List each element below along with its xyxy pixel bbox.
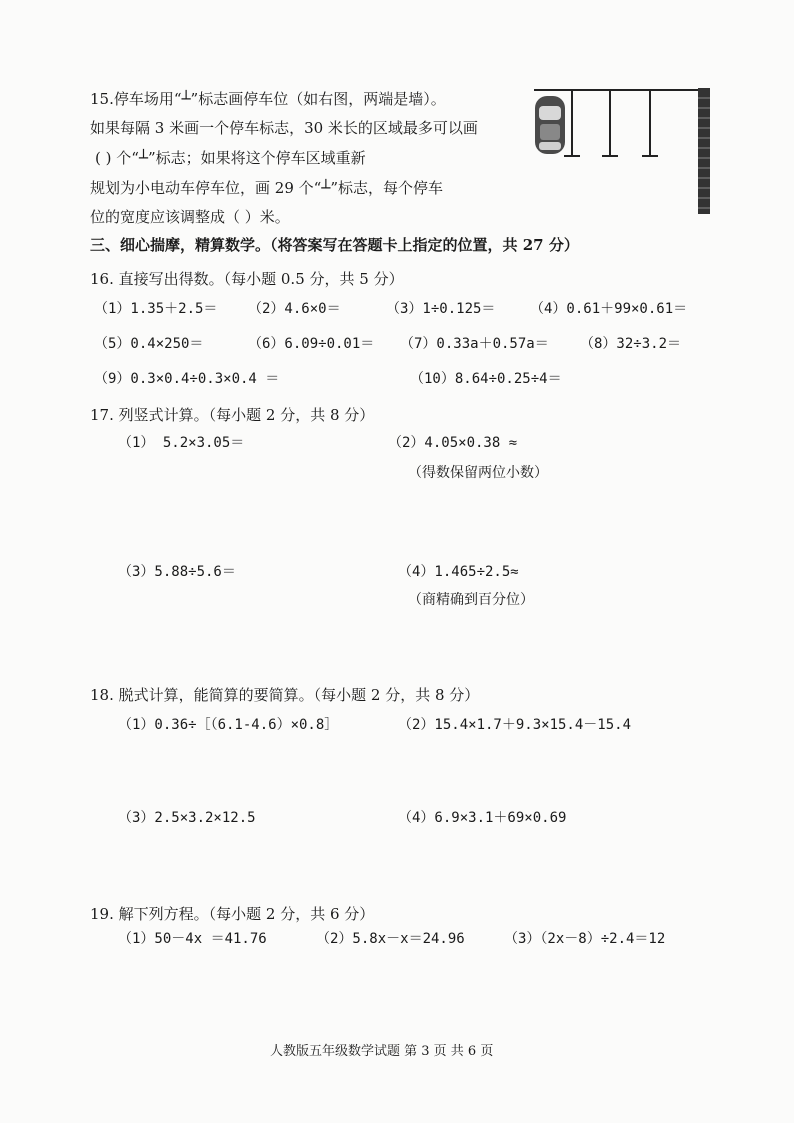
q17-item-2: （2）4.05×0.38 ≈ <box>388 435 518 451</box>
q16-item-2: （2）4.6×0＝ <box>248 301 341 317</box>
parking-markers <box>564 90 658 156</box>
q16-item-3: （3）1÷0.125＝ <box>386 301 496 317</box>
q18-item-3: （3）2.5×3.2×12.5 <box>118 810 256 826</box>
q17-note-4: （商精确到百分位） <box>408 592 534 608</box>
q17-item-4: （4）1.465÷2.5≈ <box>398 564 519 580</box>
q16-item-1: （1）1.35＋2.5＝ <box>94 301 218 317</box>
q17-note-2: （得数保留两位小数） <box>408 465 548 481</box>
q18-item-1: （1）0.36÷［（6.1-4.6）×0.8］ <box>118 717 339 733</box>
q16-item-5: （5）0.4×250＝ <box>94 336 204 352</box>
q17-item-3: （3）5.88÷5.6＝ <box>118 564 236 580</box>
q16-item-4: （4）0.61＋99×0.61＝ <box>530 301 688 317</box>
q16-title: 16. 直接写出得数。（每小题 0.5 分，共 5 分） <box>90 270 404 288</box>
q15-line-3: ( ) 个“┴”标志；如果将这个停车区域重新 <box>95 149 366 167</box>
q17-item-1: （1） 5.2×3.05＝ <box>118 435 245 451</box>
q15-line-5: 位的宽度应该调整成（ ）米。 <box>90 208 290 226</box>
q16-item-9: （9）0.3×0.4÷0.3×0.4 ＝ <box>94 371 280 387</box>
car-icon <box>535 96 565 154</box>
q17-title: 17. 列竖式计算。（每小题 2 分，共 8 分） <box>90 406 375 424</box>
q15-line-2: 如果每隔 3 米画一个停车标志，30 米长的区域最多可以画 <box>90 119 478 137</box>
page-footer: 人教版五年级数学试题 第 3 页 共 6 页 <box>270 1044 494 1059</box>
q16-item-10: （10）8.64÷0.25÷4＝ <box>410 371 562 387</box>
q19-item-3: （3）（2x－8）÷2.4＝12 <box>504 931 666 947</box>
q16-item-7: （7）0.33a＋0.57a＝ <box>400 336 549 352</box>
q16-item-8: （8）32÷3.2＝ <box>580 336 682 352</box>
q18-item-4: （4）6.9×3.1＋69×0.69 <box>398 810 567 826</box>
q18-title: 18. 脱式计算，能简算的要简算。（每小题 2 分，共 8 分） <box>90 686 480 704</box>
q16-item-6: （6）6.09÷0.01＝ <box>248 336 375 352</box>
wall-brick <box>698 88 710 214</box>
section-3-title: 三、细心揣摩，精算数学。（将答案写在答题卡上指定的位置，共 27 分） <box>90 236 579 254</box>
q15-line-1: 15.停车场用“┴”标志画停车位（如右图，两端是墙）。 <box>90 90 446 108</box>
q15-line-4: 规划为小电动车停车位，画 29 个“┴”标志，每个停车 <box>90 179 443 197</box>
q19-item-1: （1）50－4x ＝41.76 <box>118 931 267 947</box>
q18-item-2: （2）15.4×1.7＋9.3×15.4－15.4 <box>398 717 632 733</box>
q19-item-2: （2）5.8x－x＝24.96 <box>316 931 465 947</box>
q19-title: 19. 解下列方程。（每小题 2 分，共 6 分） <box>90 905 375 923</box>
parking-diagram <box>528 84 714 216</box>
